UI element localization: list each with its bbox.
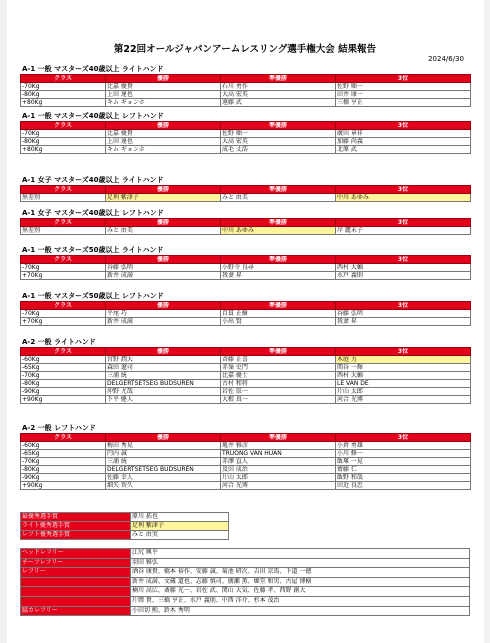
second-cell: 河合 光博 xyxy=(221,482,336,490)
report-title: 第22回オールジャパンアームレスリング選手権大会 結果報告 xyxy=(113,44,377,55)
header-second: 準優勝 xyxy=(221,122,336,130)
header-third: 3位 xyxy=(336,122,471,130)
third-cell: 飯野 和哉 xyxy=(336,474,471,482)
table-row xyxy=(21,372,471,380)
third-cell: 河合 光博 xyxy=(336,396,471,404)
second-cell: 大根 真一 xyxy=(221,396,336,404)
second-cell: 岩佐 辰一 xyxy=(221,388,336,396)
staff-role xyxy=(21,577,131,587)
header-row xyxy=(21,302,471,310)
table-row xyxy=(21,83,471,91)
header-row xyxy=(21,75,471,83)
staff-names: 小田切 勲、鈴木 秀明 xyxy=(131,606,470,616)
class-cell: -65Kg xyxy=(21,364,106,372)
header-class: クラス xyxy=(21,219,106,227)
second-cell: 中川 あゆみ xyxy=(221,227,336,235)
second-cell: 石川 勇作 xyxy=(221,83,336,91)
third-cell: 佐野 順一 xyxy=(336,83,471,91)
header-class: クラス xyxy=(21,348,106,356)
referee-table xyxy=(20,548,470,616)
first-cell: 谷藤 弘明 xyxy=(106,264,221,272)
header-first: 優勝 xyxy=(106,302,221,310)
second-cell: 小出 賢 xyxy=(221,318,336,326)
table-row xyxy=(21,388,471,396)
class-cell: -70Kg xyxy=(21,458,106,466)
table-row xyxy=(21,356,471,364)
first-cell: キム ギョンホ xyxy=(106,99,221,107)
class-cell: -90Kg xyxy=(21,388,106,396)
results-section xyxy=(20,209,470,235)
third-cell: 我妻 昇 xyxy=(336,318,471,326)
class-cell: +90Kg xyxy=(21,482,106,490)
first-cell: 比嘉 優貴 xyxy=(106,130,221,138)
results-section xyxy=(20,246,470,280)
third-cell: 片山 太郎 xyxy=(336,388,471,396)
results-section xyxy=(20,338,470,404)
table-row xyxy=(21,264,471,272)
first-cell: キム ギョンホ xyxy=(106,146,221,154)
staff-names: 新井 成満、文蔵 道也、志藤 慎司、廣瀬 薫、堀堂 和男、古屋 博樹 xyxy=(131,577,470,587)
section-title: A-1 一般 マスターズ50歳以上 ライトハンド xyxy=(22,246,164,254)
third-cell: 谷藤 弘明 xyxy=(336,310,471,318)
staff-role: ヘッドレフリー xyxy=(21,549,131,559)
third-cell: 飯塚 一晃 xyxy=(336,458,471,466)
award-winner: 足利 紫津子 xyxy=(131,522,229,531)
award-row xyxy=(21,513,229,522)
class-cell: +90Kg xyxy=(21,396,106,404)
first-cell: 三浦 統 xyxy=(106,458,221,466)
first-cell: 沖野 尤哉 xyxy=(106,388,221,396)
results-table xyxy=(20,185,471,202)
staff-role: 脇カレフリー xyxy=(21,606,131,616)
header-third: 3位 xyxy=(336,75,471,83)
second-cell: TRUONG VAN HUAN xyxy=(221,450,336,458)
second-cell: 佐野 順一 xyxy=(221,130,336,138)
third-cell: 関谷 一輝 xyxy=(336,364,471,372)
class-cell: -80Kg xyxy=(21,91,106,99)
first-cell: 梅田 秀晃 xyxy=(106,442,221,450)
second-cell: 赤嶺 史門 xyxy=(221,364,336,372)
header-second: 準優勝 xyxy=(221,256,336,264)
section-title: A-2 一般 レフトハンド xyxy=(22,424,96,432)
class-cell: -80Kg xyxy=(21,380,106,388)
section-title: A-1 女子 マスターズ40歳以上 ライトハンド xyxy=(22,176,164,184)
results-section xyxy=(20,65,470,107)
first-cell: 森田 遼司 xyxy=(106,364,221,372)
header-row xyxy=(21,122,471,130)
results-section xyxy=(20,176,470,202)
staff-row xyxy=(21,606,470,616)
award-row xyxy=(21,531,229,540)
table-row xyxy=(21,194,471,202)
third-cell: 水戸 義則 xyxy=(336,272,471,280)
class-cell: +80Kg xyxy=(21,146,106,154)
third-cell: 田井 康一 xyxy=(336,91,471,99)
staff-role xyxy=(21,596,131,606)
header-third: 3位 xyxy=(336,186,471,194)
staff-names: 楠川 高広、斎藤 光一、岩佐 武、関山 大気、佐藤 孝、西野 創大 xyxy=(131,587,470,597)
first-cell: 足利 紫津子 xyxy=(106,194,221,202)
results-table xyxy=(20,433,471,490)
header-first: 優勝 xyxy=(106,186,221,194)
first-cell: 細矢 智久 xyxy=(106,482,221,490)
table-row xyxy=(21,130,471,138)
table-row xyxy=(21,318,471,326)
staff-role: チーフレフリー xyxy=(21,558,131,568)
second-cell: 斉藤 正喜 xyxy=(221,356,336,364)
first-cell: DELGERTSETSEG BUDSUREN xyxy=(106,466,221,474)
section-title: A-1 一般 マスターズ40歳以上 レフトハンド xyxy=(22,112,164,120)
staff-names: 江尻 興平 xyxy=(131,549,470,559)
third-cell: 木庭 力 xyxy=(336,356,471,364)
table-row xyxy=(21,91,471,99)
third-cell: 田近 良忠 xyxy=(336,482,471,490)
first-cell: 新井 成満 xyxy=(106,272,221,280)
results-table xyxy=(20,347,471,404)
staff-role xyxy=(21,587,131,597)
first-cell: 上田 達也 xyxy=(106,91,221,99)
section-title: A-1 一般 マスターズ40歳以上 ライトハンド xyxy=(22,65,164,73)
header-class: クラス xyxy=(21,122,106,130)
third-cell: 中川 あゆみ xyxy=(336,194,471,202)
table-row xyxy=(21,146,471,154)
first-cell: 比嘉 優貴 xyxy=(106,83,221,91)
table-row xyxy=(21,482,471,490)
award-label: レフト優秀選手賞 xyxy=(21,531,131,540)
results-section xyxy=(20,292,470,326)
header-row xyxy=(21,186,471,194)
third-cell: 三橋 亨正 xyxy=(336,99,471,107)
class-cell: -65Kg xyxy=(21,450,106,458)
header-second: 準優勝 xyxy=(221,348,336,356)
third-cell: 小倉 勇雄 xyxy=(336,442,471,450)
table-row xyxy=(21,272,471,280)
table-row xyxy=(21,466,471,474)
class-cell: 無差別 xyxy=(21,227,106,235)
header-class: クラス xyxy=(21,434,106,442)
class-cell: -70Kg xyxy=(21,310,106,318)
second-cell: 及田 成治 xyxy=(221,466,336,474)
staff-names: 片岡 貴、三橋 亨正、水戸 義則、中西 洋介、杉本 茂治 xyxy=(131,596,470,606)
header-first: 優勝 xyxy=(106,348,221,356)
header-second: 準優勝 xyxy=(221,75,336,83)
table-row xyxy=(21,310,471,318)
third-cell: 西村 大輔 xyxy=(336,264,471,272)
class-cell: +70Kg xyxy=(21,272,106,280)
staff-role: レフリー xyxy=(21,568,131,578)
second-cell: 我妻 昇 xyxy=(221,272,336,280)
results-table xyxy=(20,218,471,235)
section-title: A-1 女子 マスターズ40歳以上 レフトハンド xyxy=(22,209,164,217)
class-cell: +70Kg xyxy=(21,318,106,326)
class-cell: -70Kg xyxy=(21,372,106,380)
class-cell: +80Kg xyxy=(21,99,106,107)
class-cell: -70Kg xyxy=(21,130,106,138)
second-cell: 百貫 正樹 xyxy=(221,310,336,318)
second-cell: 小野寺 良尋 xyxy=(221,264,336,272)
third-cell: 岸 麗未子 xyxy=(336,227,471,235)
third-cell: 廣田 章祥 xyxy=(336,130,471,138)
first-cell: 佐藤 幸人 xyxy=(106,474,221,482)
second-cell: 亀井 雅彦 xyxy=(221,442,336,450)
second-cell: 比嘉 優士 xyxy=(221,372,336,380)
first-cell: 下平 健人 xyxy=(106,396,221,404)
third-cell: 小川 修一 xyxy=(336,450,471,458)
header-class: クラス xyxy=(21,302,106,310)
first-cell: 宮野 潤大 xyxy=(106,356,221,364)
award-winner: 原川 拓也 xyxy=(131,513,229,522)
header-class: クラス xyxy=(21,256,106,264)
table-row xyxy=(21,450,471,458)
header-row xyxy=(21,219,471,227)
second-cell: 遠藤 武 xyxy=(221,99,336,107)
header-class: クラス xyxy=(21,75,106,83)
first-cell: 平尾 巧 xyxy=(106,310,221,318)
table-row xyxy=(21,380,471,388)
results-table xyxy=(20,121,471,154)
table-row xyxy=(21,474,471,482)
award-row xyxy=(21,522,229,531)
third-cell: 西村 大輔 xyxy=(336,372,471,380)
third-cell: 加藤 尚義 xyxy=(336,138,471,146)
first-cell: 新井 成満 xyxy=(106,318,221,326)
header-second: 準優勝 xyxy=(221,434,336,442)
results-table xyxy=(20,255,471,280)
table-row xyxy=(21,458,471,466)
third-cell: 北原 武 xyxy=(336,146,471,154)
awards-table xyxy=(20,512,229,540)
staff-names: 酒谷 康貴、橋本 裕作、安藤 誠、菊池 研次、吉田 京馬、下道 一徳 xyxy=(131,568,470,578)
third-cell: LE VAN DE xyxy=(336,380,471,388)
header-third: 3位 xyxy=(336,219,471,227)
header-first: 優勝 xyxy=(106,122,221,130)
award-label: 最優秀選手賞 xyxy=(21,513,131,522)
table-row xyxy=(21,227,471,235)
staff-names: 羽田 雅弘 xyxy=(131,558,470,568)
section-title: A-1 一般 マスターズ50歳以上 レフトハンド xyxy=(22,292,164,300)
header-third: 3位 xyxy=(336,256,471,264)
first-cell: 上田 達也 xyxy=(106,138,221,146)
class-cell: 無差別 xyxy=(21,194,106,202)
second-cell: 成毛 丈浩 xyxy=(221,146,336,154)
header-third: 3位 xyxy=(336,348,471,356)
results-table xyxy=(20,301,471,326)
award-winner: みと 由実 xyxy=(131,531,229,540)
second-cell: 古村 和将 xyxy=(221,380,336,388)
class-cell: -80Kg xyxy=(21,466,106,474)
class-cell: -90Kg xyxy=(21,474,106,482)
header-row xyxy=(21,434,471,442)
second-cell: みと 由美 xyxy=(221,194,336,202)
left-margin xyxy=(0,0,7,643)
header-first: 優勝 xyxy=(106,434,221,442)
first-cell: みと 由美 xyxy=(106,227,221,235)
class-cell: -70Kg xyxy=(21,264,106,272)
table-row xyxy=(21,138,471,146)
header-first: 優勝 xyxy=(106,75,221,83)
results-table xyxy=(20,74,471,107)
table-row xyxy=(21,442,471,450)
third-cell: 齋藤 仁 xyxy=(336,466,471,474)
table-row xyxy=(21,99,471,107)
first-cell: 円内 誠 xyxy=(106,450,221,458)
second-cell: 片山 太郎 xyxy=(221,474,336,482)
staff-row xyxy=(21,549,470,559)
staff-row xyxy=(21,568,470,578)
header-first: 優勝 xyxy=(106,256,221,264)
header-second: 準優勝 xyxy=(221,219,336,227)
award-label: ライト優秀選手賞 xyxy=(21,522,131,531)
class-cell: -60Kg xyxy=(21,442,106,450)
staff-row xyxy=(21,587,470,597)
right-margin xyxy=(484,0,490,643)
section-title: A-2 一般 ライトハンド xyxy=(22,338,96,346)
header-row xyxy=(21,348,471,356)
header-row xyxy=(21,256,471,264)
table-row xyxy=(21,364,471,372)
results-section xyxy=(20,424,470,490)
header-first: 優勝 xyxy=(106,219,221,227)
class-cell: -60Kg xyxy=(21,356,106,364)
report-date: 2024/6/30 xyxy=(428,55,464,63)
table-row xyxy=(21,396,471,404)
second-cell: 赤澤 直人 xyxy=(221,458,336,466)
header-second: 準優勝 xyxy=(221,302,336,310)
header-third: 3位 xyxy=(336,302,471,310)
class-cell: -70Kg xyxy=(21,83,106,91)
second-cell: 大高 宏英 xyxy=(221,91,336,99)
staff-row xyxy=(21,577,470,587)
first-cell: 三浦 統 xyxy=(106,372,221,380)
header-class: クラス xyxy=(21,186,106,194)
header-second: 準優勝 xyxy=(221,186,336,194)
staff-row xyxy=(21,558,470,568)
class-cell: -80Kg xyxy=(21,138,106,146)
results-section xyxy=(20,112,470,154)
header-third: 3位 xyxy=(336,434,471,442)
second-cell: 大高 宏英 xyxy=(221,138,336,146)
first-cell: DELGERTSETSEG BUDSUREN xyxy=(106,380,221,388)
staff-row xyxy=(21,596,470,606)
